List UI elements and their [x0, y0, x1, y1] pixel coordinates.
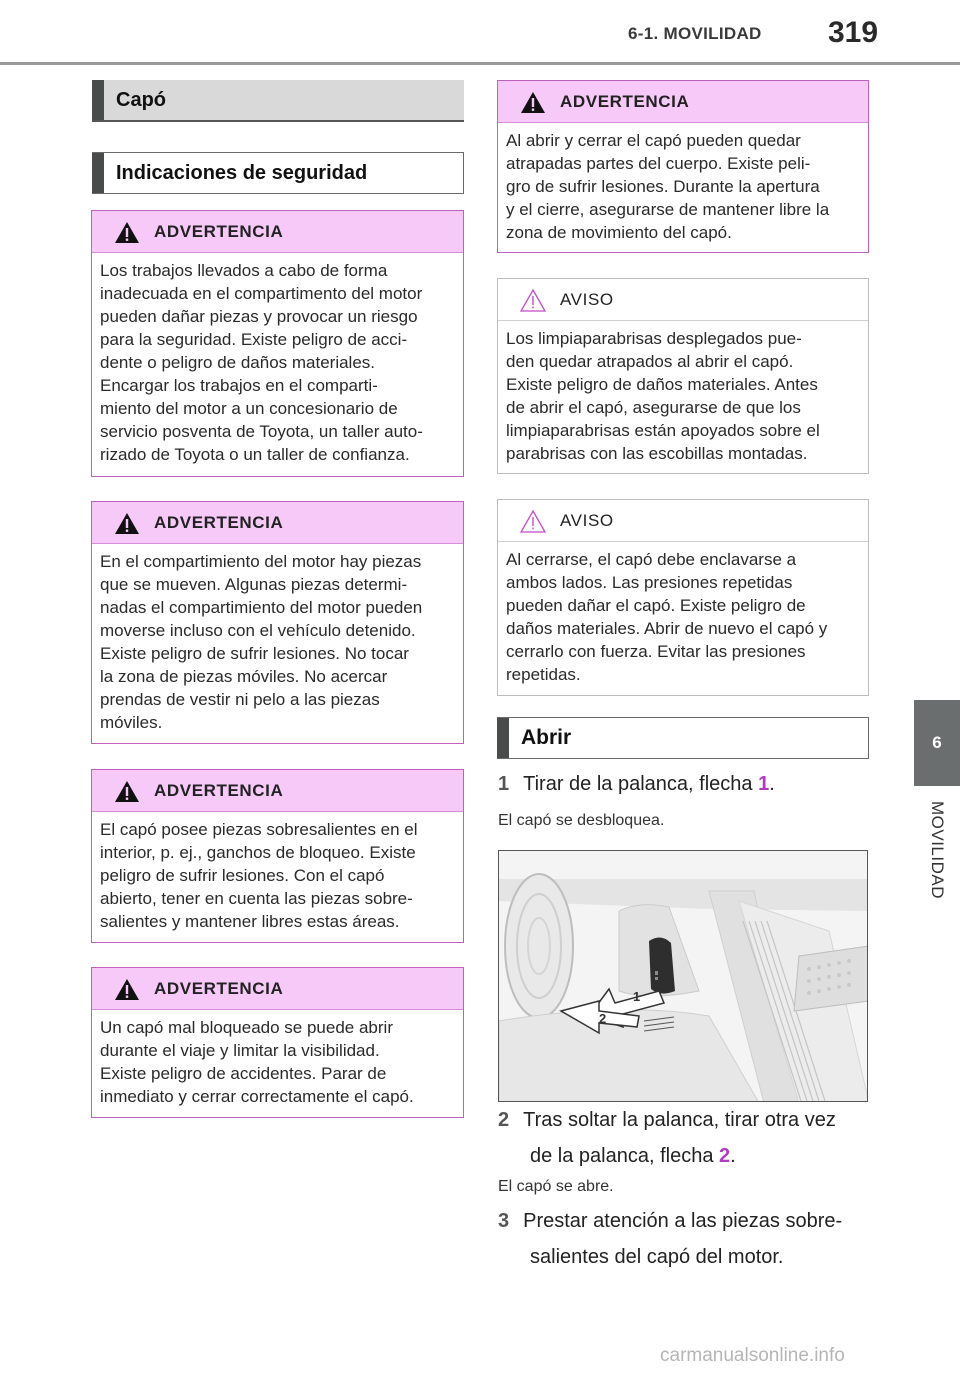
box-text-line: Existe peligro de accidentes. Parar de: [100, 1064, 387, 1083]
arrow-label-1: 1: [633, 989, 641, 1004]
box-text-line: atrapadas partes del cuerpo. Existe peli-: [506, 154, 811, 173]
notice-title: AVISO: [560, 289, 614, 309]
section-heading-indicaciones: [92, 152, 464, 194]
step-number: 1: [498, 773, 510, 795]
box-text-line: pueden dañar el capó. Existe peligro de: [506, 596, 806, 615]
warning-box: [91, 967, 464, 1118]
box-text-line: prendas de vestir ni pelo a las piezas: [100, 690, 380, 709]
box-text-line: limpiaparabrisas están apoyados sobre el: [506, 421, 820, 440]
warning-title: ADVERTENCIA: [154, 780, 284, 800]
box-text-line: rizado de Toyota o un taller de confianza.: [100, 445, 410, 464]
hood-release-lever-illustration: [498, 850, 868, 1102]
box-text-line: la zona de piezas móviles. No acercar: [100, 667, 388, 686]
warning-triangle-icon: [114, 220, 140, 244]
box-text-line: que se mueven. Algunas piezas determi-: [100, 575, 408, 594]
box-text-line: pueden dañar piezas y provocar un riesgo: [100, 307, 418, 326]
warning-title: ADVERTENCIA: [154, 978, 284, 998]
warning-triangle-icon: [114, 779, 140, 803]
box-text-line: abierto, tener en cuenta las piezas sobre-: [100, 889, 413, 908]
step-punct: .: [730, 1145, 736, 1167]
box-text-line: Los limpiaparabrisas desplegados pue-: [506, 329, 802, 348]
box-text-line: En el compartimiento del motor hay piezas: [100, 552, 422, 571]
box-text-line: durante el viaje y limitar la visibilidad.: [100, 1041, 380, 1060]
arrow-label-2: 2: [599, 1011, 607, 1026]
step-text-cont: de la palanca, flecha: [530, 1145, 714, 1167]
step-text-cont: salientes del capó del motor.: [530, 1246, 784, 1268]
box-text-line: miento del motor a un concesionario de: [100, 399, 398, 418]
box-text-line: Al cerrarse, el capó debe enclavarse a: [506, 550, 797, 569]
warning-triangle-icon: [114, 977, 140, 1001]
box-text-line: moverse incluso con el vehículo detenido.: [100, 621, 416, 640]
step-number: 2: [498, 1109, 510, 1131]
header-divider: [0, 62, 960, 65]
section-heading-capo-text: Capó: [116, 88, 166, 111]
step-punct: .: [769, 773, 775, 795]
section-heading-indicaciones-text: Indicaciones de seguridad: [116, 161, 368, 184]
step-result-note: El capó se abre.: [498, 1178, 614, 1195]
warning-title: ADVERTENCIA: [154, 512, 284, 532]
box-text-line: repetidas.: [506, 665, 581, 684]
box-text-line: servicio posventa de Toyota, un taller auto-: [100, 422, 423, 441]
notice-box: [497, 278, 869, 474]
box-text-line: gro de sufrir lesiones. Durante la apertura: [506, 177, 820, 196]
notice-box: [497, 499, 869, 696]
warning-box: [91, 210, 464, 477]
warning-triangle-icon: [520, 90, 546, 114]
step-text: Prestar atención a las piezas sobre-: [523, 1210, 843, 1232]
box-text-line: Un capó mal bloqueado se puede abrir: [100, 1018, 393, 1037]
warning-box: [91, 769, 464, 943]
step-text: Tras soltar la palanca, tirar otra vez: [523, 1109, 836, 1131]
box-text-line: Encargar los trabajos en el comparti-: [100, 376, 378, 395]
step-3: [498, 1203, 842, 1275]
box-text-line: inmediato y cerrar correctamente el capó.: [100, 1087, 414, 1106]
chapter-tab-number: 6: [932, 733, 942, 752]
box-text-line: dente o peligro de daños materiales.: [100, 353, 376, 372]
chapter-tab-label: MOVILIDAD: [928, 800, 947, 900]
section-heading-abrir: [497, 717, 869, 759]
box-text-line: y el cierre, asegurarse de mantener libre la: [506, 200, 830, 219]
box-text-line: Existe peligro de daños materiales. Antes: [506, 375, 818, 394]
box-text-line: daños materiales. Abrir de nuevo el capó y: [506, 619, 828, 638]
warning-title: ADVERTENCIA: [560, 91, 690, 111]
chapter-title: 6-1. MOVILIDAD: [628, 24, 762, 43]
box-text-line: para la seguridad. Existe peligro de acci-: [100, 330, 408, 349]
box-text-line: Existe peligro de sufrir lesiones. No tocar: [100, 644, 409, 663]
section-heading-abrir-text: Abrir: [521, 726, 572, 749]
box-text-line: den quedar atrapados al abrir el capó.: [506, 352, 794, 371]
notice-triangle-icon: [520, 288, 546, 312]
lever-drawing: [499, 851, 868, 1102]
step-result-note: El capó se desbloquea.: [498, 812, 665, 829]
box-text-line: móviles.: [100, 713, 163, 732]
chapter-tab[interactable]: [914, 700, 960, 786]
arrow-reference: 2: [719, 1145, 731, 1167]
box-text-line: El capó posee piezas sobresalientes en el: [100, 820, 418, 839]
footer-watermark: carmanualsonline.info: [660, 1345, 845, 1366]
box-text-line: zona de movimiento del capó.: [506, 223, 732, 242]
arrow-reference: 1: [758, 773, 770, 795]
box-text-line: parabrisas con las escobillas montadas.: [506, 444, 808, 463]
step-2: [498, 1102, 836, 1174]
section-heading-capo: [92, 80, 464, 122]
box-text-line: salientes y mantener libres estas áreas.: [100, 912, 400, 931]
notice-title: AVISO: [560, 510, 614, 530]
box-text-line: interior, p. ej., ganchos de bloqueo. Existe: [100, 843, 416, 862]
box-text-line: ambos lados. Las presiones repetidas: [506, 573, 793, 592]
box-text-line: cerrarlo con fuerza. Evitar las presiones: [506, 642, 806, 661]
box-text-line: inadecuada en el compartimento del motor: [100, 284, 423, 303]
box-text-line: peligro de sufrir lesiones. Con el capó: [100, 866, 385, 885]
step-1: [498, 766, 775, 802]
notice-triangle-icon: [520, 509, 546, 533]
warning-box: [497, 80, 869, 253]
box-text-line: Al abrir y cerrar el capó pueden quedar: [506, 131, 801, 150]
warning-title: ADVERTENCIA: [154, 221, 284, 241]
warning-triangle-icon: [114, 511, 140, 535]
box-text-line: nadas el compartimiento del motor pueden: [100, 598, 423, 617]
box-text-line: de abrir el capó, asegurarse de que los: [506, 398, 801, 417]
step-text: Tirar de la palanca, flecha: [523, 773, 753, 795]
step-number: 3: [498, 1210, 510, 1232]
warning-box: [91, 501, 464, 744]
box-text-line: Los trabajos llevados a cabo de forma: [100, 261, 388, 280]
page-number: 319: [828, 16, 879, 49]
